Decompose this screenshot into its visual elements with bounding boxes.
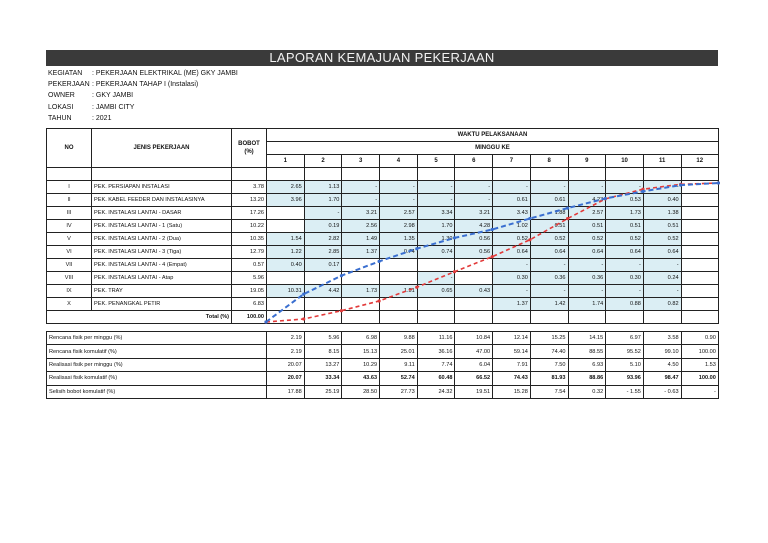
table-row	[47, 233, 719, 246]
report-title: LAPORAN KEMAJUAN PEKERJAAN	[46, 50, 718, 66]
week-value-cell: -	[455, 194, 493, 207]
summary-label: Realisasi fisik per minggu (%)	[47, 358, 267, 371]
week-header: 9	[568, 155, 606, 168]
row-number: X	[47, 298, 92, 311]
week-value-cell: -	[493, 259, 531, 272]
work-item-name: PEK. KABEL FEEDER DAN INSTALASINYA	[92, 194, 232, 207]
week-header: 5	[417, 155, 455, 168]
empty-cell	[681, 311, 718, 324]
week-value-cell: 3.34	[417, 207, 455, 220]
summary-value: 9.11	[380, 358, 418, 371]
row-number: V	[47, 233, 92, 246]
work-item-name: PEK. PERSIAPAN INSTALASI	[92, 181, 232, 194]
summary-row	[47, 345, 719, 358]
summary-value: 25.19	[304, 385, 342, 398]
week-value-cell: 0.19	[304, 220, 342, 233]
week-value-cell	[681, 194, 718, 207]
summary-label: Rencana fisik per minggu (%)	[47, 332, 267, 345]
table-row	[47, 207, 719, 220]
week-value-cell: 0.51	[643, 220, 681, 233]
summary-value: 99.10	[643, 345, 681, 358]
summary-value: 20.07	[267, 358, 305, 371]
summary-value: 60.48	[417, 372, 455, 385]
week-value-cell: -	[568, 181, 606, 194]
week-header: 4	[380, 155, 418, 168]
work-item-bobot: 10.35	[232, 233, 267, 246]
week-value-cell	[267, 207, 305, 220]
week-value-cell: -	[606, 259, 644, 272]
header-bobot: BOBOT (%)	[232, 129, 267, 168]
summary-value: 7.74	[417, 358, 455, 371]
empty-cell	[267, 311, 305, 324]
week-value-cell: -	[342, 194, 380, 207]
work-item-bobot: 13.20	[232, 194, 267, 207]
row-number: II	[47, 194, 92, 207]
week-value-cell	[455, 259, 493, 272]
week-value-cell: 0.61	[530, 194, 568, 207]
week-value-cell: 10.31	[267, 285, 305, 298]
header-waktu-pelaksanaan: WAKTU PELAKSANAAN	[267, 129, 719, 142]
work-item-bobot: 6.83	[232, 298, 267, 311]
week-value-cell	[681, 246, 718, 259]
summary-value: 33.34	[304, 372, 342, 385]
summary-value: 7.54	[530, 385, 568, 398]
meta-label: LOKASI	[48, 103, 74, 111]
summary-value: 74.43	[493, 372, 531, 385]
row-number: VI	[47, 246, 92, 259]
week-value-cell: 3.96	[267, 194, 305, 207]
empty-cell	[643, 311, 681, 324]
week-value-cell	[342, 272, 380, 285]
summary-value: 10.84	[455, 332, 493, 345]
week-header: 1	[267, 155, 305, 168]
work-item-bobot: 17.26	[232, 207, 267, 220]
work-item-bobot: 5.96	[232, 272, 267, 285]
summary-value: 93.96	[606, 372, 644, 385]
week-value-cell: 2.57	[380, 207, 418, 220]
week-value-cell: 0.30	[493, 272, 531, 285]
week-value-cell: 3.43	[493, 207, 531, 220]
week-value-cell	[417, 298, 455, 311]
summary-label: Rencana fisik komulatif (%)	[47, 345, 267, 358]
summary-value: 20.07	[267, 372, 305, 385]
summary-value: - 1.55	[606, 385, 644, 398]
work-item-name: PEK. INSTALASI LANTAI - 1 (Satu)	[92, 220, 232, 233]
week-value-cell	[681, 181, 718, 194]
week-value-cell: 1.02	[493, 220, 531, 233]
week-value-cell: 0.36	[530, 272, 568, 285]
table-row	[47, 272, 719, 285]
empty-cell	[417, 311, 455, 324]
week-value-cell: 1.42	[530, 298, 568, 311]
table-row	[47, 181, 719, 194]
week-value-cell: -	[643, 181, 681, 194]
week-value-cell: -	[493, 285, 531, 298]
meta-label: PEKERJAAN	[48, 81, 90, 89]
week-value-cell: 0.64	[530, 246, 568, 259]
summary-value: 27.73	[380, 385, 418, 398]
week-header: 6	[455, 155, 493, 168]
work-item-bobot: 10.22	[232, 220, 267, 233]
table-row	[47, 194, 719, 207]
week-value-cell: -	[530, 181, 568, 194]
week-value-cell: 0.74	[380, 246, 418, 259]
summary-value: 12.14	[493, 332, 531, 345]
week-value-cell: -	[304, 207, 342, 220]
week-value-cell	[455, 272, 493, 285]
summary-value: 95.52	[606, 345, 644, 358]
week-value-cell: 2.56	[342, 220, 380, 233]
summary-label: Selisih bobot komulatif (%)	[47, 385, 267, 398]
summary-value: -	[681, 385, 718, 398]
summary-value: 15.13	[342, 345, 380, 358]
week-value-cell	[380, 259, 418, 272]
week-value-cell: -	[417, 181, 455, 194]
summary-row	[47, 358, 719, 371]
summary-value: 74.40	[530, 345, 568, 358]
total-value: 100.00	[232, 311, 267, 324]
week-value-cell: 0.52	[643, 233, 681, 246]
week-value-cell	[455, 298, 493, 311]
week-value-cell: 2.57	[568, 207, 606, 220]
week-value-cell: 1.70	[417, 220, 455, 233]
week-value-cell: 0.52	[606, 233, 644, 246]
summary-row	[47, 332, 719, 345]
week-value-cell: 1.35	[380, 233, 418, 246]
week-value-cell	[342, 298, 380, 311]
meta-value: : PEKERJAAN TAHAP I (Instalasi)	[92, 81, 199, 89]
week-value-cell	[681, 285, 718, 298]
week-value-cell: 4.23	[568, 194, 606, 207]
week-value-cell: 2.82	[304, 233, 342, 246]
week-value-cell: -	[493, 181, 531, 194]
work-item-bobot: 19.05	[232, 285, 267, 298]
work-item-name: PEK. TRAY	[92, 285, 232, 298]
week-value-cell: 1.73	[342, 285, 380, 298]
row-number: III	[47, 207, 92, 220]
week-value-cell	[342, 259, 380, 272]
week-value-cell: 1.37	[493, 298, 531, 311]
summary-value: 0.90	[681, 332, 718, 345]
header-minggu-ke: MINGGU KE	[267, 142, 719, 155]
work-item-bobot: 0.57	[232, 259, 267, 272]
week-value-cell: 2.65	[267, 181, 305, 194]
week-header: 8	[530, 155, 568, 168]
week-value-cell: -	[455, 181, 493, 194]
progress-table	[46, 128, 719, 324]
summary-value: 59.14	[493, 345, 531, 358]
week-value-cell: 4.28	[455, 220, 493, 233]
week-value-cell: -	[380, 194, 418, 207]
summary-row	[47, 372, 719, 385]
week-value-cell: 1.22	[267, 246, 305, 259]
week-value-cell: 1.70	[304, 194, 342, 207]
summary-row	[47, 385, 719, 398]
table-row	[47, 285, 719, 298]
summary-value: 7.50	[530, 358, 568, 371]
table-row	[47, 220, 719, 233]
week-header: 3	[342, 155, 380, 168]
week-value-cell: 1.37	[342, 246, 380, 259]
week-value-cell: -	[417, 194, 455, 207]
summary-value: 2.19	[267, 332, 305, 345]
week-value-cell: 0.43	[455, 285, 493, 298]
summary-value: 98.47	[643, 372, 681, 385]
table-row	[47, 259, 719, 272]
summary-value: 11.16	[417, 332, 455, 345]
summary-value: 6.04	[455, 358, 493, 371]
summary-value: 6.93	[568, 358, 606, 371]
week-value-cell	[304, 272, 342, 285]
week-value-cell: 0.24	[643, 272, 681, 285]
week-value-cell: 0.53	[606, 194, 644, 207]
work-item-name: PEK. INSTALASI LANTAI - 4 (Empat)	[92, 259, 232, 272]
week-value-cell	[681, 233, 718, 246]
summary-value: 8.15	[304, 345, 342, 358]
week-value-cell: -	[643, 259, 681, 272]
summary-table	[46, 331, 719, 399]
summary-value: 6.98	[342, 332, 380, 345]
week-value-cell: 0.36	[568, 272, 606, 285]
week-value-cell: 0.56	[455, 246, 493, 259]
empty-cell	[342, 311, 380, 324]
week-value-cell	[267, 298, 305, 311]
week-value-cell: 0.30	[606, 272, 644, 285]
week-value-cell: 0.51	[568, 220, 606, 233]
summary-value: 100.00	[681, 372, 718, 385]
summary-value: 1.53	[681, 358, 718, 371]
week-header: 7	[493, 155, 531, 168]
summary-value: 28.50	[342, 385, 380, 398]
week-value-cell	[681, 298, 718, 311]
week-value-cell: 0.52	[493, 233, 531, 246]
week-value-cell: 1.30	[417, 233, 455, 246]
work-item-bobot: 12.79	[232, 246, 267, 259]
week-value-cell: 0.64	[606, 246, 644, 259]
summary-value: 3.58	[643, 332, 681, 345]
summary-value: 66.52	[455, 372, 493, 385]
week-value-cell: 0.51	[530, 220, 568, 233]
summary-value: 10.29	[342, 358, 380, 371]
week-value-cell: 1.49	[342, 233, 380, 246]
empty-cell	[530, 311, 568, 324]
empty-cell	[606, 311, 644, 324]
week-value-cell: 1.13	[304, 181, 342, 194]
summary-value: 6.97	[606, 332, 644, 345]
week-value-cell	[267, 220, 305, 233]
week-value-cell: -	[530, 285, 568, 298]
empty-cell	[568, 311, 606, 324]
week-value-cell: 0.56	[455, 233, 493, 246]
week-value-cell: 0.52	[530, 233, 568, 246]
week-value-cell: 3.21	[455, 207, 493, 220]
week-value-cell: 1.51	[380, 285, 418, 298]
row-number: IX	[47, 285, 92, 298]
summary-value: 9.88	[380, 332, 418, 345]
week-value-cell: 0.17	[304, 259, 342, 272]
meta-value: : JAMBI CITY	[92, 103, 135, 111]
work-item-bobot: 3.78	[232, 181, 267, 194]
week-value-cell: -	[568, 285, 606, 298]
week-value-cell	[380, 272, 418, 285]
week-value-cell: 1.73	[606, 207, 644, 220]
table-row	[47, 246, 719, 259]
empty-cell	[493, 311, 531, 324]
week-value-cell: -	[606, 181, 644, 194]
work-item-name: PEK. INSTALASI LANTAI - 3 (Tiga)	[92, 246, 232, 259]
week-value-cell: 0.74	[417, 246, 455, 259]
week-value-cell: 0.65	[417, 285, 455, 298]
meta-value: : PEKERJAAN ELEKTRIKAL (ME) GKY JAMBI	[92, 70, 238, 77]
week-value-cell: 4.42	[304, 285, 342, 298]
summary-value: 7.91	[493, 358, 531, 371]
total-row	[47, 311, 719, 324]
week-value-cell: -	[606, 285, 644, 298]
week-value-cell: 0.82	[643, 298, 681, 311]
week-value-cell: 0.64	[568, 246, 606, 259]
week-value-cell: 1.88	[530, 207, 568, 220]
summary-value: 14.15	[568, 332, 606, 345]
week-value-cell: -	[342, 181, 380, 194]
empty-cell	[455, 311, 493, 324]
week-header: 11	[643, 155, 681, 168]
week-value-cell: 0.61	[493, 194, 531, 207]
week-value-cell	[681, 220, 718, 233]
week-value-cell	[681, 272, 718, 285]
summary-value: 4.50	[643, 358, 681, 371]
header-no: NO	[47, 129, 92, 168]
summary-value: 25.01	[380, 345, 418, 358]
meta-value: : 2021	[92, 114, 112, 122]
summary-value: 15.28	[493, 385, 531, 398]
week-header: 12	[681, 155, 718, 168]
week-value-cell: 2.98	[380, 220, 418, 233]
work-item-name: PEK. PENANGKAL PETIR	[92, 298, 232, 311]
week-value-cell: 1.74	[568, 298, 606, 311]
work-item-name: PEK. INSTALASI LANTAI - Atap	[92, 272, 232, 285]
summary-value: 88.55	[568, 345, 606, 358]
summary-value: 47.00	[455, 345, 493, 358]
week-value-cell: -	[417, 272, 455, 285]
meta-value: : GKY JAMBI	[92, 92, 134, 100]
summary-value: 17.88	[267, 385, 305, 398]
week-value-cell	[681, 207, 718, 220]
summary-value: 36.16	[417, 345, 455, 358]
week-value-cell	[380, 298, 418, 311]
table-row	[47, 298, 719, 311]
work-item-name: PEK. INSTALASI LANTAI - 2 (Dua)	[92, 233, 232, 246]
week-value-cell: -	[643, 285, 681, 298]
week-value-cell: -	[380, 181, 418, 194]
week-value-cell	[681, 259, 718, 272]
summary-value: 2.19	[267, 345, 305, 358]
week-value-cell: 0.88	[606, 298, 644, 311]
total-label: Total (%)	[47, 311, 232, 324]
week-value-cell: -	[530, 259, 568, 272]
summary-value: 0.32	[568, 385, 606, 398]
header-jenis-pekerjaan: JENIS PEKERJAAN	[92, 129, 232, 168]
week-value-cell: 3.21	[342, 207, 380, 220]
summary-value: 19.51	[455, 385, 493, 398]
week-value-cell: 2.85	[304, 246, 342, 259]
summary-value: - 0.63	[643, 385, 681, 398]
row-number: VII	[47, 259, 92, 272]
project-info	[48, 68, 238, 124]
week-value-cell: 0.64	[493, 246, 531, 259]
summary-value: 24.32	[417, 385, 455, 398]
summary-value: 100.00	[681, 345, 718, 358]
summary-value: 5.96	[304, 332, 342, 345]
meta-label: KEGIATAN	[48, 70, 83, 77]
summary-value: 88.86	[568, 372, 606, 385]
empty-cell	[304, 311, 342, 324]
week-value-cell: 0.51	[606, 220, 644, 233]
summary-value: 15.25	[530, 332, 568, 345]
summary-value: 81.93	[530, 372, 568, 385]
week-value-cell: 0.64	[643, 246, 681, 259]
week-header: 10	[606, 155, 644, 168]
week-value-cell: 0.40	[643, 194, 681, 207]
week-value-cell	[417, 259, 455, 272]
meta-label: TAHUN	[48, 114, 72, 122]
row-number: VIII	[47, 272, 92, 285]
week-value-cell: 1.54	[267, 233, 305, 246]
work-item-name: PEK. INSTALASI LANTAI - DASAR	[92, 207, 232, 220]
week-value-cell: -	[568, 259, 606, 272]
summary-value: 52.74	[380, 372, 418, 385]
summary-value: 13.27	[304, 358, 342, 371]
summary-label: Realisasi fisik komulatif (%)	[47, 372, 267, 385]
week-value-cell	[304, 298, 342, 311]
week-value-cell: 0.40	[267, 259, 305, 272]
empty-cell	[380, 311, 418, 324]
week-value-cell: 0.52	[568, 233, 606, 246]
week-value-cell	[267, 272, 305, 285]
row-number: IV	[47, 220, 92, 233]
week-value-cell: 1.38	[643, 207, 681, 220]
week-header: 2	[304, 155, 342, 168]
meta-label: OWNER	[48, 92, 75, 100]
row-number: I	[47, 181, 92, 194]
summary-value: 5.10	[606, 358, 644, 371]
summary-value: 43.63	[342, 372, 380, 385]
